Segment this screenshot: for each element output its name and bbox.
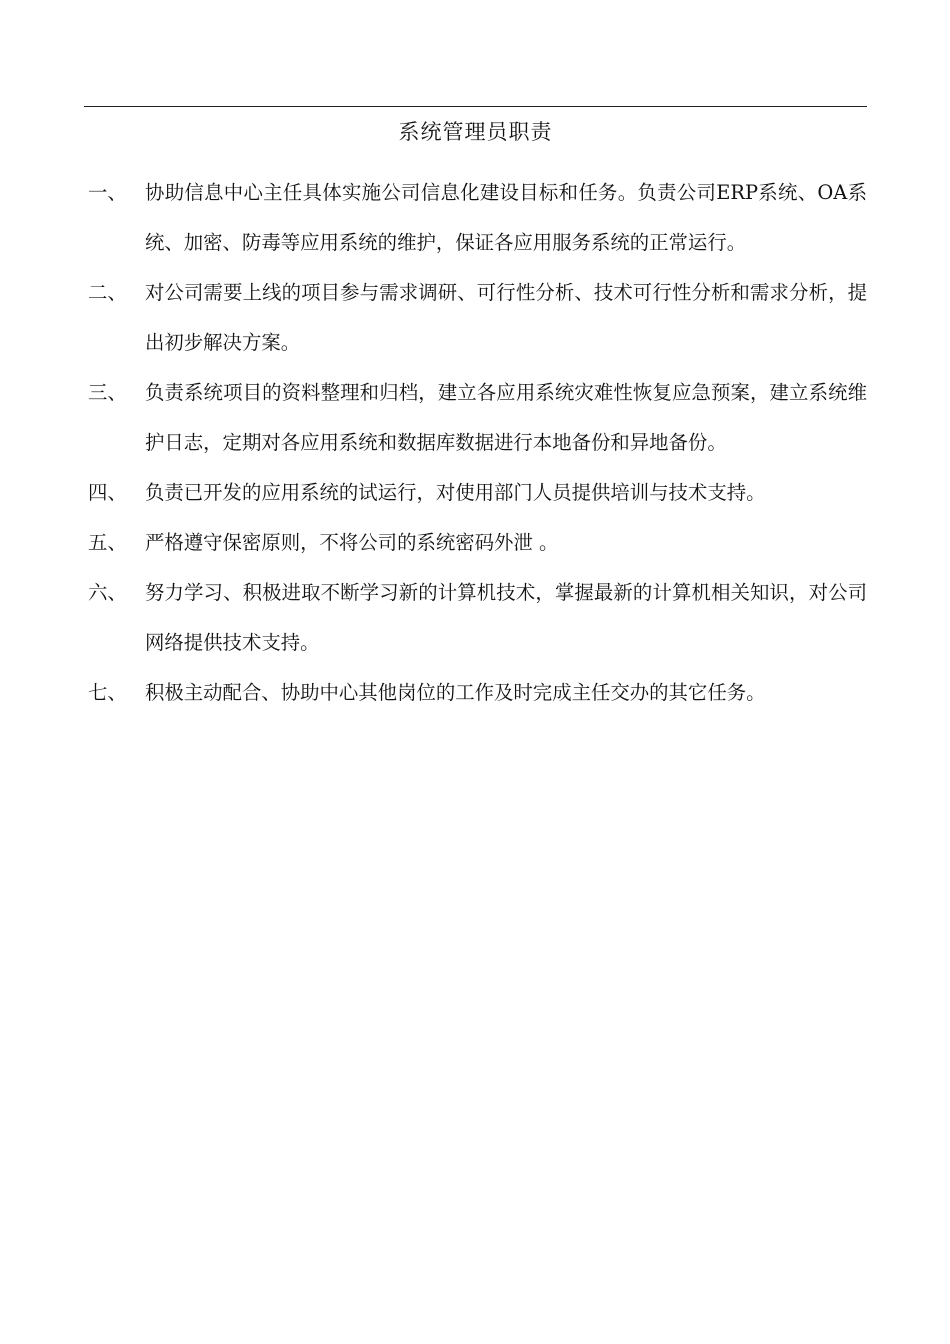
duty-number: 二、 [88,281,127,304]
duty-text: 对公司需要上线的项目参与需求调研、可行性分析、技术可行性分析和需求分析，提出初步解决方案。 [145,281,867,354]
duty-item-2 [84,268,867,368]
duty-text: 负责系统项目的资料整理和归档，建立各应用系统灾难性恢复应急预案，建立系统维护日志，定期对各应用系统和数据库数据进行本地备份和异地备份。 [145,381,867,454]
duty-item-1 [84,168,867,268]
duty-number: 一、 [88,181,127,204]
duty-text: 严格遵守保密原则，不将公司的系统密码外泄 。 [145,531,559,554]
duty-text: 负责已开发的应用系统的试运行，对使用部门人员提供培训与技术支持。 [145,481,766,504]
duty-item-5 [84,518,867,568]
duty-text: 协助信息中心主任具体实施公司信息化建设目标和任务。负责公司ERP系统、OA系统、加密、防毒等应用系统的维护，保证各应用服务系统的正常运行。 [145,181,867,254]
duty-number: 四、 [88,481,127,504]
duty-list [84,168,867,718]
document-title: 系统管理员职责 [398,120,553,144]
duty-number: 三、 [88,381,127,404]
duty-item-6 [84,568,867,668]
duty-text: 积极主动配合、协助中心其他岗位的工作及时完成主任交办的其它任务。 [145,681,766,704]
duty-text: 努力学习、积极进取不断学习新的计算机技术，掌握最新的计算机相关知识，对公司网络提供技术支持。 [145,581,867,654]
duty-number: 五、 [88,531,127,554]
duty-item-7 [84,668,867,718]
duty-number: 六、 [88,581,127,604]
duty-item-3 [84,368,867,468]
duty-item-4 [84,468,867,518]
header-rule [84,106,867,107]
duty-number: 七、 [88,681,127,704]
